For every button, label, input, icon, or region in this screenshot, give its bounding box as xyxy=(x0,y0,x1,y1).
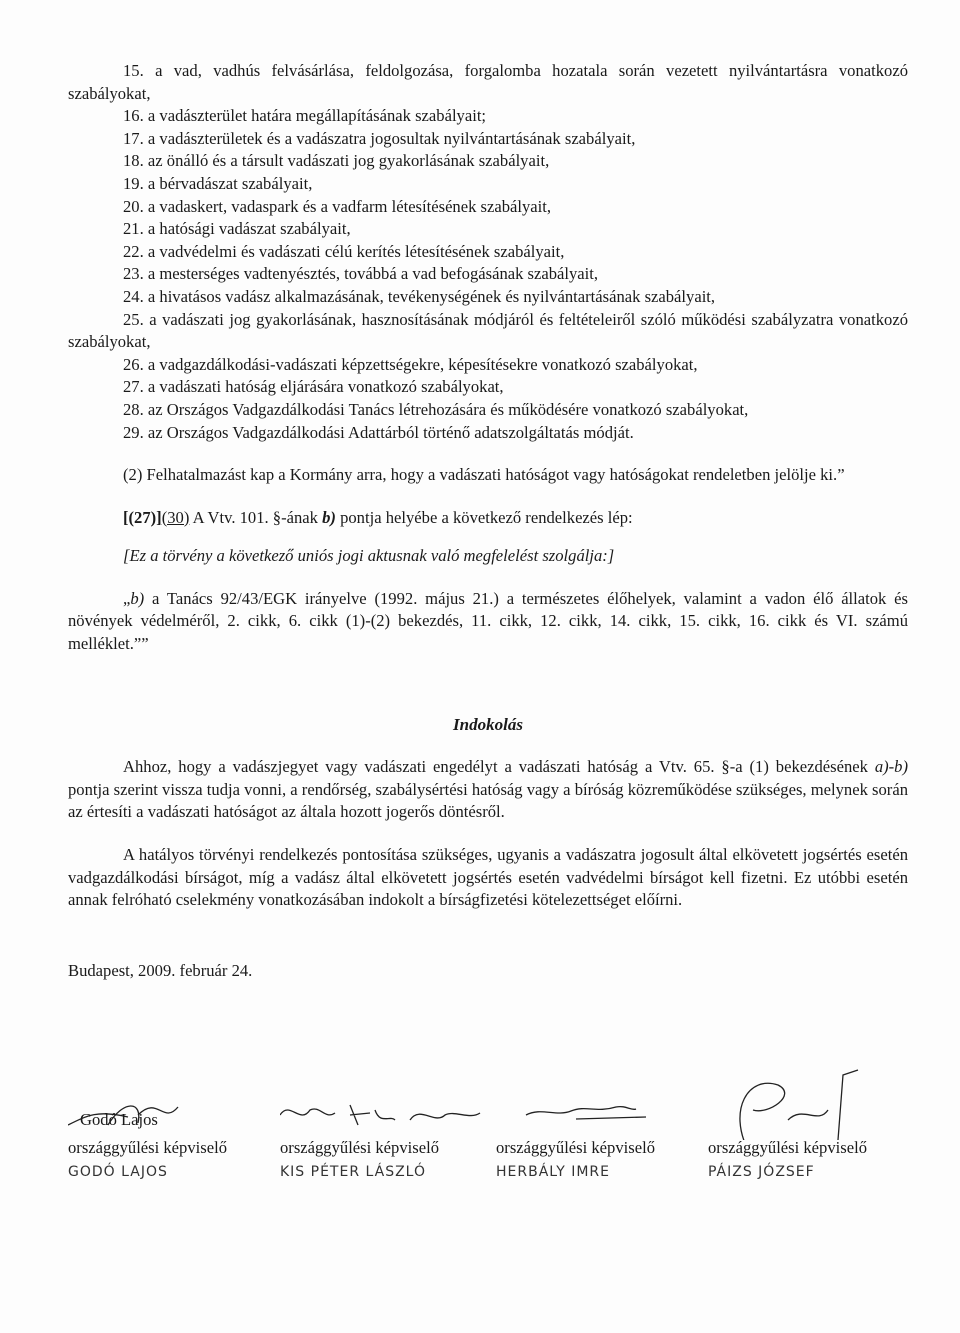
place-date: Budapest, 2009. február 24. xyxy=(68,960,253,980)
list-item: 25. a vadászati jog gyakorlásának, hasznosításának módjáról és feltételeiről szóló működési szabályzatra vonatkozó szabályokat, xyxy=(68,309,908,352)
amendment-text-a: A Vtv. 101. §-ának xyxy=(189,507,323,527)
list-item: 16. a vadászterület határa megállapításának szabályait; xyxy=(123,106,487,126)
signature-1-printed: Godó Lajos xyxy=(80,1110,158,1129)
signature-block xyxy=(68,1085,908,1195)
signature-4 xyxy=(708,1085,923,1195)
eu-compliance-note: [Ez a törvény a következő uniós jogi aktusnak való megfelelést szolgálja:] xyxy=(123,546,615,566)
signature-4-role: országgyűlési képviselő xyxy=(708,1138,867,1157)
quote-text: a Tanács 92/43/EGK irányelve (1992. május 21.) a természetes élőhelyek, valamint a vadon élő állatok és növények védelméről, 2. cikk, 6. cikk (1)-(2) bekezdés, 11. cikk, 12. cikk, 14. cikk, 15. cikk, 16. cikk és VI. számú melléklet.”” xyxy=(68,588,908,654)
signature-3-handwritten: HERBÁLY IMRE xyxy=(496,1164,611,1180)
reason-paragraph-2: A hatályos törvényi rendelkezés pontosítása szükséges, ugyanis a vadászatra jogosult által elkövetett jogsértés esetén vadgazdálkodási bírságot, míg a vadász által elkövetett jogsértés esetén vadvédelmi bírságot kell fizetni. Ez utóbbi esetén annak felróható cselekmény vonatkozásában indokolt a bírságfizetési kötelezettséget előírni. xyxy=(68,845,908,910)
reason-paragraph-1 xyxy=(68,756,908,824)
amendment-text-c: pontja helyébe a következő rendelkezés lép: xyxy=(335,507,633,527)
list-item: 23. a mesterséges vadtenyésztés, továbbá a vad befogásának szabályait, xyxy=(123,264,599,284)
reason-1-points: a)-b) xyxy=(874,757,908,777)
signature-scribble-2 xyxy=(280,1085,495,1140)
list-item: 29. az Országos Vadgazdálkodási Adattárból történő adatszolgáltatás módját. xyxy=(123,422,634,442)
list-item: 26. a vadgazdálkodási-vadászati képzettségekre, képesítésekre vonatkozó szabályokat, xyxy=(123,354,698,374)
paragraph-2: (2) Felhatalmazást kap a Kormány arra, hogy a vadászati hatóságot vagy hatóságokat rendeletben jelölje ki.” xyxy=(123,465,845,485)
list-item: 15. a vad, vadhús felvásárlása, feldolgozása, forgalomba hozatala során vezetett nyilvántartásra vonatkozó szabályokat, xyxy=(68,61,908,103)
signature-scribble-4 xyxy=(708,1055,923,1140)
amendment-line xyxy=(68,507,908,530)
list-item: 24. a hivatásos vadász alkalmazásának, tevékenységének és nyilvántartásának szabályait, xyxy=(123,286,716,306)
reason-1-c: pontja szerint vissza tudja vonni, a rendőrség, szabálysértési hatóság vagy a bíróság közreműködése szükséges, melynek során az értesíti a vadászati hatóságot az általa hozott jogerős döntésről. xyxy=(68,779,908,822)
signature-scribble-3 xyxy=(496,1085,711,1140)
list-item: 19. a bérvadászat szabályait, xyxy=(123,173,313,193)
signature-3-role: országgyűlési képviselő xyxy=(496,1138,655,1157)
amendment-point: b) xyxy=(322,507,336,527)
quoted-provision xyxy=(68,588,908,656)
reason-1-a: Ahhoz, hogy a vadászjegyet vagy vadászati engedélyt a vadászati hatóság a Vtv. 65. §-a (1) bekezdésének xyxy=(123,757,875,777)
signature-3 xyxy=(496,1085,711,1195)
signature-1 xyxy=(68,1085,283,1195)
signature-1-handwritten: GODÓ LAJOS xyxy=(68,1164,168,1180)
list-item: 28. az Országos Vadgazdálkodási Tanács létrehozására és működésére vonatkozó szabályokat, xyxy=(123,399,749,419)
signature-2-handwritten: KIS PÉTER LÁSZLÓ xyxy=(280,1164,427,1180)
signature-2 xyxy=(280,1085,495,1195)
amendment-number-new: (30) xyxy=(161,507,190,527)
signature-4-handwritten: PÁIZS JÓZSEF xyxy=(708,1164,815,1180)
section-heading: Indokolás xyxy=(453,714,523,734)
list-item: 18. az önálló és a társult vadászati jog gyakorlásának szabályait, xyxy=(123,151,550,171)
regulation-list xyxy=(68,60,908,444)
list-item: 22. a vadvédelmi és vadászati célú kerítés létesítésének szabályait, xyxy=(123,241,565,261)
amendment-number-old: [(27)] xyxy=(123,507,162,527)
list-item: 20. a vadaskert, vadaspark és a vadfarm létesítésének szabályait, xyxy=(123,196,552,216)
list-item: 17. a vadászterületek és a vadászatra jogosultak nyilvántartásának szabályait, xyxy=(123,128,636,148)
signature-2-role: országgyűlési képviselő xyxy=(280,1138,439,1157)
document-body xyxy=(68,60,908,982)
quote-open: „ xyxy=(123,588,131,608)
list-item: 27. a vadászati hatóság eljárására vonatkozó szabályokat, xyxy=(123,377,504,397)
list-item: 21. a hatósági vadászat szabályait, xyxy=(123,219,351,239)
signature-1-role: országgyűlési képviselő xyxy=(68,1138,227,1157)
quote-point: b) xyxy=(130,588,145,608)
